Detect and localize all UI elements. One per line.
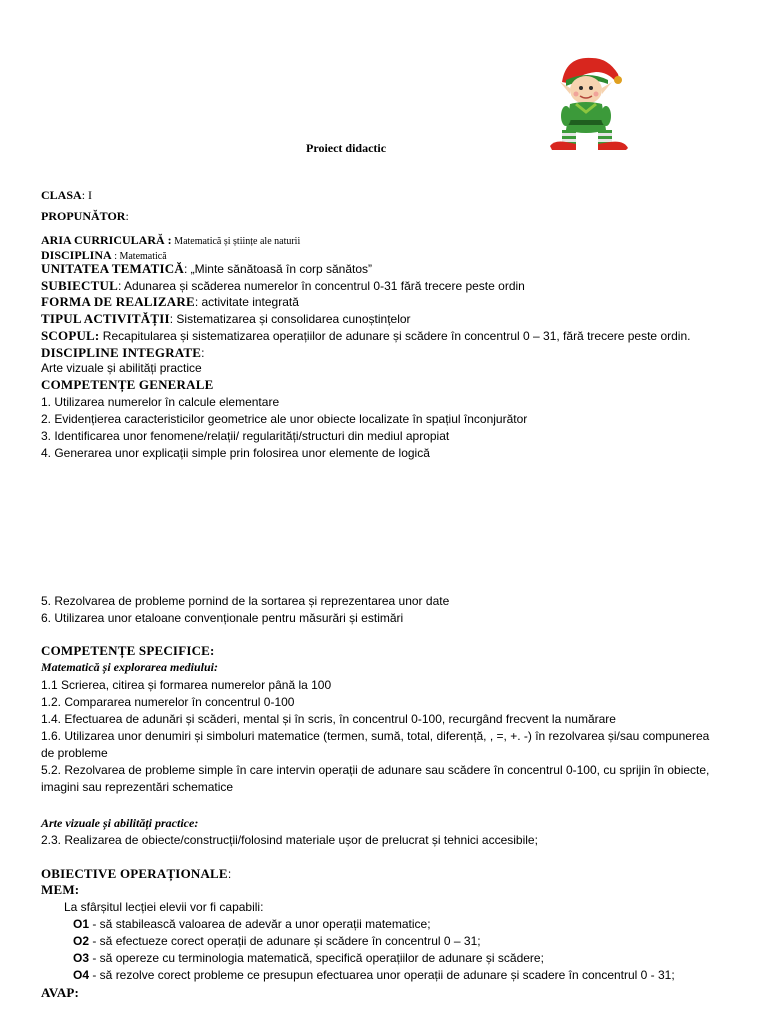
tipul-value: : Sistematizarea și consolidarea cunoștințelor: [169, 312, 411, 326]
tipul-line: [41, 310, 411, 328]
clasa-label: CLASA: [41, 188, 82, 202]
objective-code: O4: [73, 968, 90, 982]
objective-o3: [73, 951, 544, 965]
competente-specifice-heading: COMPETENȚE SPECIFICE:: [41, 643, 215, 658]
objective-o4: [73, 968, 675, 982]
discipline-line: [41, 344, 205, 362]
cs-item-2: 1.2. Compararea numerelor în concentrul 0-100: [41, 695, 295, 709]
cg-item-4: 4. Generarea unor explicații simple prin folosirea unor elemente de logică: [41, 446, 430, 460]
forma-value: : activitate integrată: [194, 295, 299, 309]
propunator-label: PROPUNĂTOR: [41, 209, 126, 223]
obiective-intro: La sfârșitul lecției elevii vor fi capabili:: [64, 900, 264, 914]
avap-item-1: 2.3. Realizarea de obiecte/construcții/folosind materiale ușor de prelucrat și tehnici accesibile;: [41, 833, 538, 847]
obiective-heading: OBIECTIVE OPERAȚIONALE: [41, 866, 228, 881]
unitatea-value: : „Minte sănătoasă în corp sănătos”: [183, 262, 373, 276]
cs-item-5: 5.2. Rezolvarea de probleme simple în care intervin operații de adunare sau scădere în concentrul 0-100, cu sprijin în obiecte,: [41, 763, 710, 777]
document-title: Proiect didactic: [306, 141, 387, 155]
cg-item-5: 5. Rezolvarea de probleme pornind de la sortarea și reprezentarea unor date: [41, 594, 450, 608]
scopul-line: [41, 327, 690, 345]
unitatea-line: [41, 260, 372, 278]
cs-item-4-cont: de probleme: [41, 746, 108, 760]
cs-item-3: 1.4. Efectuarea de adunări și scăderi, mental și în scris, în concentrul 0-100, recurgând frecvent la numărare: [41, 712, 616, 726]
objective-code: O1: [73, 917, 90, 931]
objective-code: O2: [73, 934, 90, 948]
aria-value: Matematică și științe ale naturii: [171, 236, 301, 247]
cg-item-3: 3. Identificarea unor fenomene/relații/ regularități/structuri din mediul apropiat: [41, 429, 450, 443]
cg-item-1: 1. Utilizarea numerelor în calcule elementare: [41, 395, 280, 409]
tipul-label: TIPUL ACTIVITĂȚII: [41, 311, 170, 326]
objective-o2: [73, 934, 481, 948]
cg-item-6: 6. Utilizarea unor etaloane convenționale pentru măsurări și estimări: [41, 611, 404, 625]
scopul-value: Recapitularea și sistematizarea operațiilor de adunare și scădere în concentrul 0 – 31, fără trecere peste ordin.: [99, 329, 691, 343]
objective-code: O3: [73, 951, 90, 965]
avap-label: AVAP:: [41, 985, 80, 1000]
cs-item-1: 1.1 Scrierea, citirea și formarea numerelor până la 100: [41, 678, 332, 692]
propunator-line: [41, 209, 129, 224]
avap-subheading: Arte vizuale și abilități practice:: [41, 816, 199, 830]
objective-text: - să efectueze corect operații de adunare și scădere în concentrul 0 – 31;: [89, 934, 481, 948]
subiectul-label: SUBIECTUL: [41, 278, 118, 293]
competente-generale-heading: COMPETENȚE GENERALE: [41, 377, 214, 392]
discipline-value: Arte vizuale și abilități practice: [41, 361, 202, 375]
objective-o1: [73, 917, 431, 931]
cs-item-5-cont: imagini sau reprezentări schematice: [41, 780, 234, 794]
elf-illustration-icon: [548, 50, 630, 152]
subiectul-value: : Adunarea și scăderea numerelor în concentrul 0-31 fără trecere peste ordin: [117, 279, 525, 293]
objective-text: - să opereze cu terminologia matematică, specifică operațiilor de adunare și scădere;: [89, 951, 544, 965]
obiective-colon: :: [227, 867, 232, 881]
mem-subheading: Matematică și explorarea mediului:: [41, 660, 218, 674]
forma-label: FORMA DE REALIZARE: [41, 294, 195, 309]
aria-label: ARIA CURRICULARĂ :: [41, 233, 172, 247]
objective-text: - să stabilească valoarea de adevăr a unor operații matematice;: [89, 917, 431, 931]
mem-label: MEM:: [41, 882, 80, 897]
disciplina-value: : Matematică: [111, 251, 167, 262]
cs-item-4: 1.6. Utilizarea unor denumiri și simboluri matematice (termen, sumă, total, diferență, , =, +. -) în rezolvarea și/sau compunerea: [41, 729, 710, 743]
scopul-label: SCOPUL:: [41, 328, 100, 343]
objective-text: - să rezolve corect probleme ce presupun efectuarea unor operații de adunare și scadere în concentrul 0 - 31;: [89, 968, 675, 982]
discipline-label: DISCIPLINE INTEGRATE: [41, 345, 202, 360]
forma-line: [41, 293, 299, 311]
disciplina-label: DISCIPLINA: [41, 248, 112, 262]
propunator-value: :: [125, 209, 129, 223]
clasa-line: [41, 188, 92, 203]
clasa-value: : I: [81, 188, 93, 202]
cg-item-2: 2. Evidențierea caracteristicilor geometrice ale unor obiecte localizate în spațiul înconjurător: [41, 412, 528, 426]
discipline-colon: :: [201, 346, 205, 360]
unitatea-label: UNITATEA TEMATICĂ: [41, 261, 184, 276]
obiective-heading-line: [41, 865, 231, 883]
